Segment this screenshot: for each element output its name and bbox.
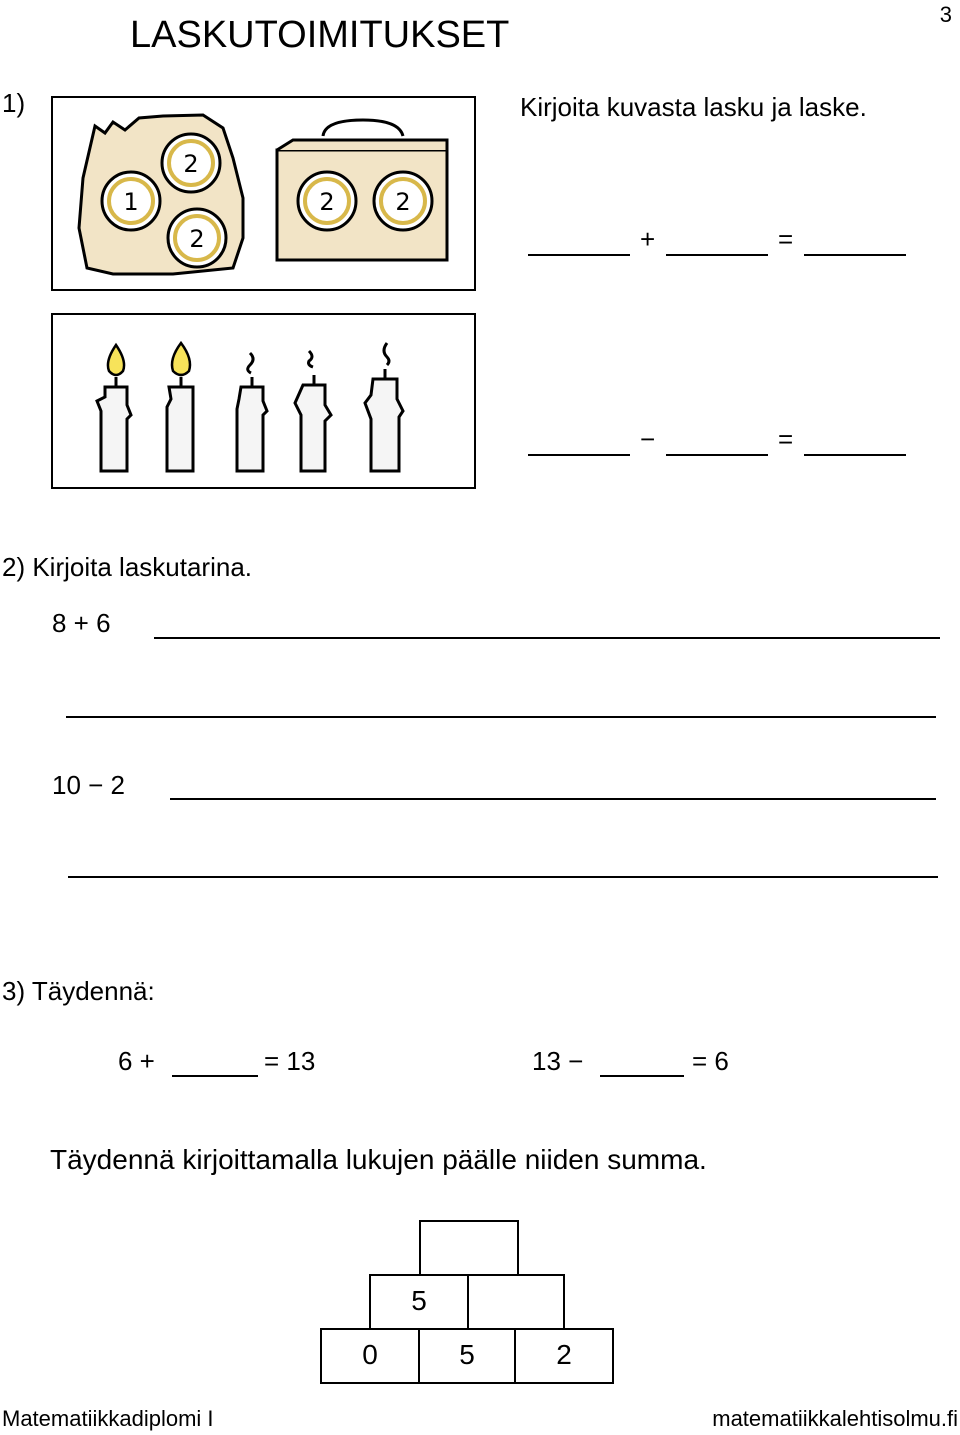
coin-label: 2: [395, 188, 411, 216]
coin-label: 2: [319, 188, 335, 216]
equation-right: = 13: [264, 1046, 316, 1076]
candles-picture: [51, 313, 476, 489]
answer-blank[interactable]: [528, 454, 630, 456]
story-line[interactable]: [154, 637, 940, 639]
plus-sign: +: [640, 224, 656, 254]
pyramid-cell-bottom: 5: [418, 1328, 516, 1384]
task2-label: 2) Kirjoita laskutarina.: [2, 552, 252, 582]
pyramid-cell-middle[interactable]: [467, 1274, 565, 1330]
pyramid-cell-bottom: 0: [320, 1328, 420, 1384]
candles-illustration: [53, 315, 474, 487]
story-line[interactable]: [66, 716, 936, 718]
footer-right: matematiikkalehtisolmu.fi: [712, 1406, 958, 1431]
pyramid-cell-bottom: 2: [514, 1328, 614, 1384]
story-line[interactable]: [68, 876, 938, 878]
task2-expression: 8 + 6: [52, 608, 111, 638]
candle-icon: [295, 385, 331, 471]
candle-icon: [97, 387, 131, 471]
smoke-icon: [384, 343, 389, 365]
candle-icon: [167, 387, 193, 471]
equals-sign: =: [778, 424, 794, 454]
page-title: LASKUTOIMITUKSET: [130, 14, 510, 56]
footer-left: Matematiikkadiplomi I: [2, 1406, 214, 1431]
answer-blank[interactable]: [804, 454, 906, 456]
answer-blank[interactable]: [666, 254, 768, 256]
coin-label: 2: [183, 150, 199, 178]
answer-blank[interactable]: [528, 254, 630, 256]
smoke-icon: [309, 351, 314, 367]
coin-label: 2: [189, 225, 205, 253]
flame-icon: [172, 343, 190, 375]
answer-blank[interactable]: [804, 254, 906, 256]
equals-sign: =: [778, 224, 794, 254]
pyramid-instruction: Täydennä kirjoittamalla lukujen päälle niiden summa.: [50, 1144, 707, 1175]
flame-icon: [108, 345, 124, 375]
task2-expression: 10 − 2: [52, 770, 126, 800]
pyramid-cell-top[interactable]: [419, 1220, 519, 1276]
coins-illustration: [53, 98, 474, 289]
task1-instruction: Kirjoita kuvasta lasku ja laske.: [520, 92, 867, 122]
coins-picture: [51, 96, 476, 291]
equation-right: = 6: [692, 1046, 729, 1076]
task1-number: 1): [2, 88, 26, 118]
smoke-icon: [248, 353, 253, 373]
page-number: 3: [939, 2, 952, 27]
answer-blank[interactable]: [600, 1075, 684, 1077]
pyramid-cell-middle[interactable]: 5: [369, 1274, 469, 1330]
equation-left: 6 +: [118, 1046, 155, 1076]
candle-icon: [365, 379, 403, 471]
equation-left: 13 −: [532, 1046, 584, 1076]
story-line[interactable]: [170, 798, 936, 800]
answer-blank[interactable]: [666, 454, 768, 456]
answer-blank[interactable]: [172, 1075, 258, 1077]
candle-icon: [237, 387, 267, 471]
task3-label: 3) Täydennä:: [2, 976, 155, 1006]
coin-label: 1: [123, 188, 139, 216]
minus-sign: −: [640, 424, 656, 454]
